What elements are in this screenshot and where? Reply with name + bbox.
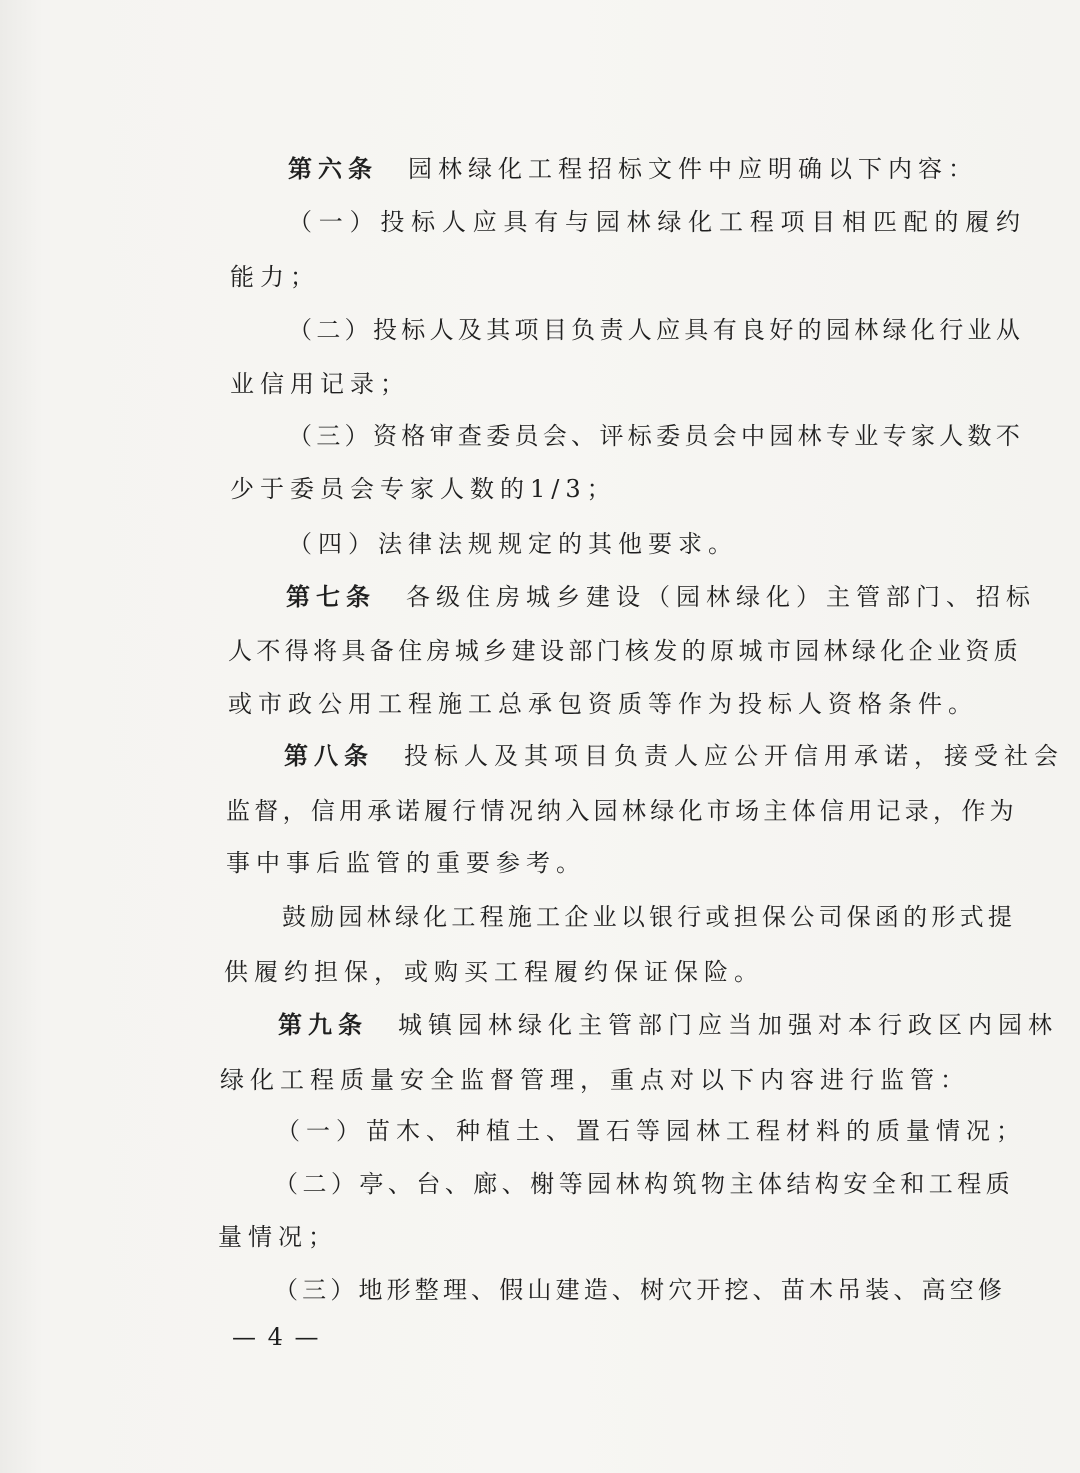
article-6-item-4-line: [288, 527, 768, 561]
article-8-paragraph-2-line-1: [282, 900, 1012, 934]
article-7-heading: 第七条: [286, 582, 376, 611]
article-6-item-2-line-1: [288, 313, 1020, 347]
article-7-text-line-3: 或市政公用工程施工总承包资质等作为投标人资格条件。: [228, 690, 978, 718]
article-9-line-1: [278, 1008, 1058, 1042]
article-8-heading: 第八条: [284, 741, 374, 770]
article-6-item-3-continuation: 少于委员会专家人数的1/3；: [230, 475, 617, 503]
article-9-item-2-line-1: [274, 1167, 1010, 1201]
article-8-paragraph-2-line-2: [224, 955, 764, 989]
article-8-paragraph-2-text-line-2: 供履约担保，或购买工程履约保证保险。: [224, 958, 764, 986]
article-6-item-2-line-2: [230, 367, 550, 401]
article-8-text-line-2: 监 督 ， 信 用 承 诺 履 行 情 况 纳 入 园 林 绿 化 市 场 主 体 信 用 记 录 ， 作 为: [226, 797, 1014, 825]
article-7-line-1: [286, 580, 1036, 614]
article-9-heading: 第九条: [278, 1010, 368, 1039]
article-6-item-1-line-2: [230, 260, 430, 294]
article-6-item-2-text: （ 二 ） 投 标 人 及 其 项 目 负 责 人 应 具 有 良 好 的 园 林 绿 化 行 业 从: [288, 316, 1020, 344]
article-6-line: [288, 152, 978, 186]
article-8-line-3: [226, 846, 646, 880]
article-8-line-2: [226, 794, 1014, 828]
article-8-text-line-3: 事中事后监管的重要参考。: [226, 849, 586, 877]
article-6-item-4-text: （四）法律法规规定的其他要求。: [288, 530, 738, 558]
article-6-item-2-continuation: 业信用记录；: [230, 370, 410, 398]
article-9-item-2-line-2: [218, 1220, 458, 1254]
article-7-text-line-2: 人 不 得 将 具 备 住 房 城 乡 建 设 部 门 核 发 的 原 城 市 园 林 绿 化 企 业 资 质: [228, 637, 1018, 665]
article-9-item-3-line-1: [274, 1273, 1002, 1307]
article-6-item-3-text: （ 三 ） 资 格 审 查 委 员 会 、 评 标 委 员 会 中 园 林 专 业 专 家 人 数 不: [288, 422, 1020, 450]
article-8-line-1: [284, 739, 1064, 773]
article-6-heading: 第六条: [288, 154, 378, 183]
article-8-paragraph-2-text-line-1: 鼓 励 园 林 绿 化 工 程 施 工 企 业 以 银 行 或 担 保 公 司 保 函 的 形 式 提: [282, 903, 1012, 931]
article-9-item-1-text: （一）苗木、种植土、置石等园林工程材料的质量情况；: [276, 1117, 1026, 1145]
article-7-text-line-1: 各级住房城乡建设（园林绿化）主管部门、招标: [406, 583, 1036, 611]
article-9-item-2-text: （ 二 ） 亭 、 台 、 廊 、 榭 等 园 林 构 筑 物 主 体 结 构 安 全 和 工 程 质: [274, 1170, 1010, 1198]
article-9-line-2: [220, 1063, 970, 1097]
article-6-item-3-line-1: [288, 419, 1020, 453]
article-9-text-line-1: 城镇园林绿化主管部门应当加强对本行政区内园林: [398, 1011, 1058, 1039]
article-8-text-line-1: 投标人及其项目负责人应公开信用承诺，接受社会: [404, 742, 1064, 770]
article-9-item-3-text: （ 三 ） 地 形 整 理 、 假 山 建 造 、 树 穴 开 挖 、 苗 木 吊 装 、 高 空 修: [274, 1276, 1002, 1304]
article-9-item-2-continuation: 量情况；: [218, 1223, 338, 1251]
article-7-line-2: [228, 634, 1018, 668]
article-9-item-1-line: [276, 1114, 1026, 1148]
article-9-text-line-2: 绿化工程质量安全监督管理，重点对以下内容进行监管：: [220, 1066, 970, 1094]
article-6-item-1-continuation: 能力；: [230, 263, 320, 291]
article-6-item-1-line-1: [288, 205, 1020, 239]
article-6-item-3-line-2: [230, 472, 650, 506]
article-7-line-3: [228, 687, 978, 721]
article-6-text: 园林绿化工程招标文件中应明确以下内容：: [408, 155, 978, 183]
page-number: — 4 —: [232, 1323, 321, 1351]
article-6-item-1-text: （ 一 ） 投 标 人 应 具 有 与 园 林 绿 化 工 程 项 目 相 匹 配 的 履 约: [288, 208, 1020, 236]
